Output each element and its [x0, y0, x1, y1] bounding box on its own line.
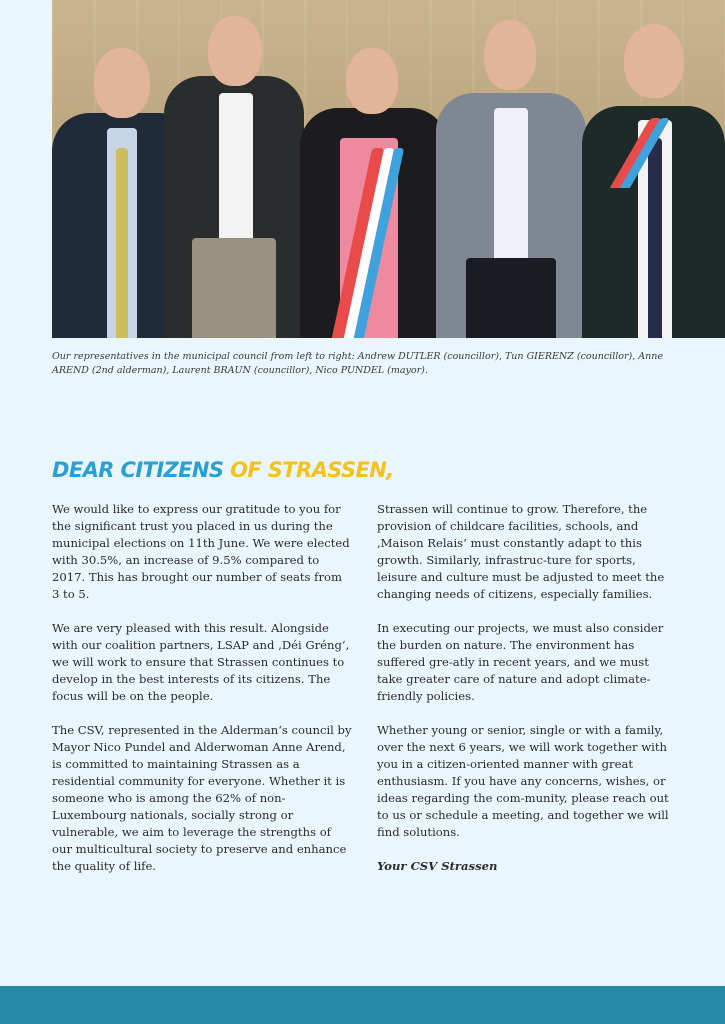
group-photo [52, 0, 725, 338]
right-column [377, 501, 677, 892]
signature: Your CSV Strassen [377, 859, 498, 873]
headline-part-2: OF STRASSEN, [223, 458, 394, 482]
paragraph: In executing our projects, we must also consider the burden on nature. The environment has suffered gre-atly in recent years, and we must take greater care of nature and adopt climate-friendly policies. [377, 621, 664, 703]
person-5 [582, 24, 725, 338]
paragraph: Whether young or senior, single or with a family, over the next 6 years, we will work together with you in a citizen-oriented manner with great enthusiasm. If you have any concerns, wishes, or ideas regarding the com-munity, please reach out to us or schedule a meeting, and together we will find solutions. [377, 723, 669, 839]
photo-caption: Our representatives in the municipal council from left to right: Andrew DUTLER (councillor), Tun GIERENZ (councillor), Anne AREND (2nd alderman), Laurent BRAUN (councillor), Nico PUNDEL (mayor). [52, 351, 664, 376]
page-headline [52, 458, 394, 482]
person-3 [300, 48, 448, 338]
person-4 [436, 20, 586, 338]
footer-bar [0, 986, 725, 1024]
left-column [52, 501, 352, 892]
paragraph: Strassen will continue to grow. Therefore, the provision of childcare facilities, schools, and ‚Maison Relais‘ must constantly adapt to this growth. Similarly, infrastruc-ture for sports, leisure and culture must be adjusted to meet the changing needs of citizens, especially families. [377, 502, 665, 601]
headline-part-1: DEAR CITIZENS [52, 458, 224, 482]
paragraph: We would like to express our gratitude to you for the significant trust you placed in us during the municipal elections on 11th June. We were elected with 30.5%, an increase of 9.5% compared to 2017. This has brought our number of seats from 3 to 5. [52, 502, 350, 601]
person-2 [164, 16, 304, 338]
paragraph: The CSV, represented in the Alderman‘s council by Mayor Nico Pundel and Alderwoman Anne Arend, is committed to maintaining Strassen as a residential community for everyone. Whether it is someone who is among the 62% of non-Luxembourg nationals, socially strong or vulnerable, we aim to leverage the strengths of our multicultural society to preserve and enhance the quality of life. [52, 723, 352, 873]
paragraph: We are very pleased with this result. Alongside with our coalition partners, LSAP and ‚Déi Gréng‘, we will work to ensure that Strassen continues to develop in the best interests of its citizens. The focus will be on the people. [52, 621, 350, 703]
